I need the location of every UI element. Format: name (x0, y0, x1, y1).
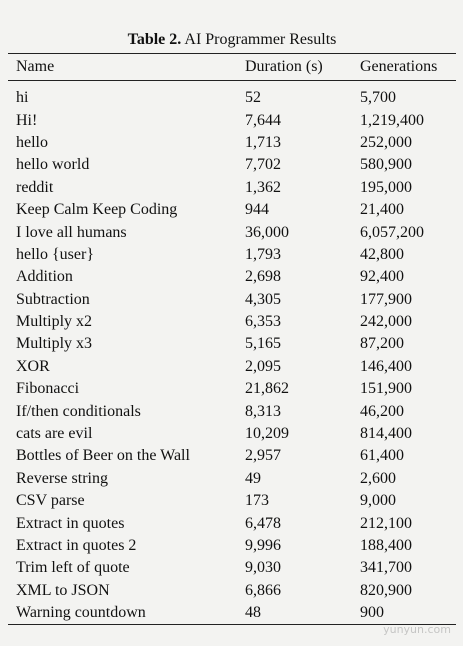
cell-generations: 6,057,200 (360, 223, 424, 241)
cell-duration: 6,866 (245, 581, 281, 599)
cell-generations: 42,800 (360, 245, 404, 263)
cell-generations: 1,219,400 (360, 111, 424, 129)
cell-generations: 5,700 (360, 89, 396, 107)
cell-name: hello world (16, 156, 90, 174)
table-row (8, 177, 456, 199)
results-table (8, 54, 456, 625)
cell-generations: 341,700 (360, 559, 412, 577)
cell-duration: 7,702 (245, 156, 281, 174)
cell-duration: 10,209 (245, 425, 289, 443)
table-row (8, 557, 456, 579)
table-row (8, 445, 456, 467)
cell-generations: 92,400 (360, 268, 404, 286)
table-row (8, 400, 456, 422)
table-row (8, 602, 456, 625)
cell-generations: 814,400 (360, 425, 412, 443)
cell-duration: 2,095 (245, 357, 281, 375)
cell-name: hi (16, 89, 29, 107)
cell-name: Extract in quotes 2 (16, 537, 137, 554)
column-header-duration: Duration (s) (245, 54, 360, 81)
cell-duration: 36,000 (245, 223, 289, 241)
cell-duration: 7,644 (245, 111, 281, 129)
table-caption-label: Table 2. (127, 31, 182, 48)
cell-name: Reverse string (16, 469, 108, 487)
cell-duration: 8,313 (245, 402, 281, 420)
table-row (8, 490, 456, 512)
table-row (8, 423, 456, 445)
cell-generations: 177,900 (360, 290, 412, 308)
cell-name: Warning countdown (8, 602, 245, 625)
cell-generations: 87,200 (360, 335, 404, 353)
cell-generations: 820,900 (360, 581, 412, 599)
table-header-row (8, 54, 456, 81)
table-row (8, 154, 456, 176)
table-row (8, 244, 456, 266)
cell-name: I love all humans (16, 223, 127, 241)
cell-name: Hi! (16, 111, 38, 129)
table-row (8, 311, 456, 333)
cell-name: Trim left of quote (16, 559, 130, 577)
cell-name: Keep Calm Keep Coding (16, 201, 178, 219)
table-row (8, 356, 456, 378)
cell-duration: 52 (245, 89, 261, 107)
cell-name: If/then conditionals (16, 402, 141, 420)
cell-generations: 195,000 (360, 178, 412, 196)
cell-generations: 242,000 (360, 313, 412, 331)
table-row (8, 109, 456, 131)
cell-generations: 61,400 (360, 447, 404, 465)
cell-generations: 188,400 (360, 537, 412, 554)
cell-generations: 2,600 (360, 469, 396, 487)
cell-duration: 1,713 (245, 133, 281, 151)
cell-generations: 580,900 (360, 156, 412, 174)
cell-duration: 6,478 (245, 514, 281, 532)
table-row (8, 289, 456, 311)
cell-duration: 1,793 (245, 245, 281, 263)
table-caption-title: AI Programmer Results (184, 31, 337, 48)
table-row (8, 580, 456, 602)
cell-name: XML to JSON (16, 581, 110, 599)
cell-generations: 21,400 (360, 201, 404, 219)
table-row (8, 535, 456, 557)
cell-name: hello {user} (16, 245, 95, 263)
cell-duration: 2,698 (245, 268, 281, 286)
cell-duration: 5,165 (245, 335, 281, 353)
cell-name: CSV parse (16, 492, 85, 510)
cell-duration: 49 (245, 469, 261, 487)
cell-duration: 1,362 (245, 178, 281, 196)
cell-name: Bottles of Beer on the Wall (16, 447, 190, 465)
cell-name: Addition (16, 268, 73, 286)
cell-duration: 48 (245, 602, 360, 625)
column-header-generations: Generations (360, 54, 456, 81)
table-row (8, 199, 456, 221)
watermark: yunyun.com (383, 623, 451, 636)
cell-duration: 944 (245, 201, 269, 219)
cell-name: hello (16, 133, 48, 151)
cell-duration: 4,305 (245, 290, 281, 308)
cell-duration: 173 (245, 492, 269, 510)
cell-generations: 146,400 (360, 357, 412, 375)
cell-name: Fibonacci (16, 380, 80, 398)
cell-generations: 9,000 (360, 492, 396, 510)
cell-name: Multiply x2 (16, 313, 93, 331)
cell-duration: 9,030 (245, 559, 281, 577)
cell-generations: 46,200 (360, 402, 404, 420)
cell-name: Subtraction (16, 290, 90, 308)
table-body (8, 81, 456, 625)
cell-generations: 900 (360, 602, 456, 625)
table-caption (8, 30, 456, 54)
cell-duration: 21,862 (245, 380, 289, 398)
cell-name: reddit (16, 178, 54, 196)
table-row (8, 266, 456, 288)
table-row (8, 468, 456, 490)
cell-name: cats are evil (16, 425, 93, 443)
table-row (8, 333, 456, 355)
results-table-block (8, 30, 456, 625)
table-row (8, 221, 456, 243)
cell-name: Multiply x3 (16, 335, 93, 353)
cell-duration: 6,353 (245, 313, 281, 331)
table-row (8, 512, 456, 534)
table-row (8, 132, 456, 154)
column-header-name: Name (8, 54, 245, 81)
cell-name: XOR (16, 357, 50, 375)
table-row (8, 378, 456, 400)
cell-duration: 9,996 (245, 537, 281, 554)
cell-name: Extract in quotes (16, 514, 125, 532)
cell-duration: 2,957 (245, 447, 281, 465)
cell-generations: 252,000 (360, 133, 412, 151)
table-row (8, 81, 456, 110)
cell-generations: 212,100 (360, 514, 412, 532)
cell-generations: 151,900 (360, 380, 412, 398)
